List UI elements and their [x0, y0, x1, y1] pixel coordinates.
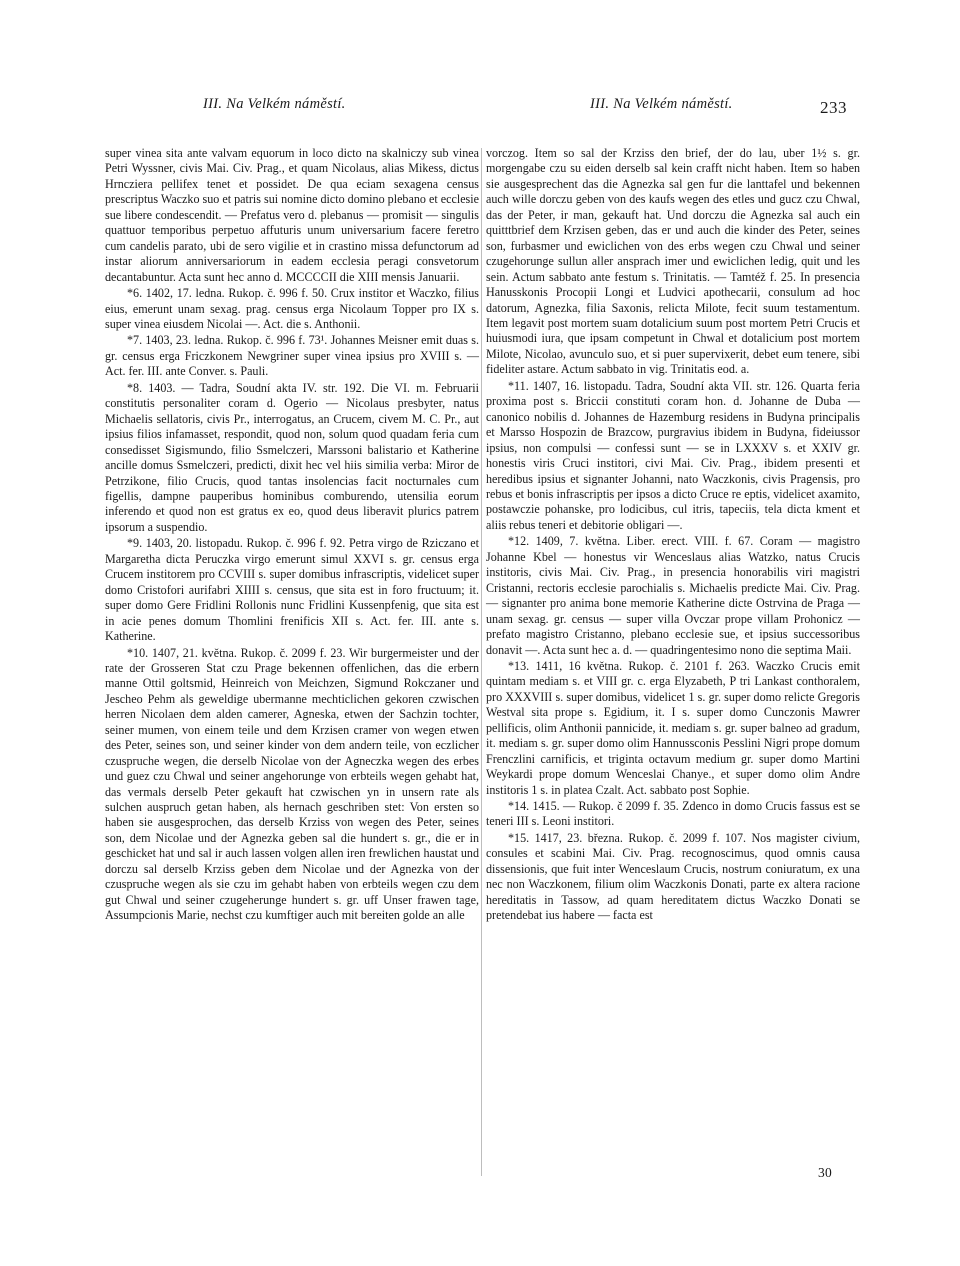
entry-paragraph: *9. 1403, 20. listopadu. Rukop. č. 996 f. 92. Petra virgo de Rziczano et Margaretha dicta Peruczka virgo emerunt simul XXVI s. gr. census erga Crucem institorem pro CCVIII s. super domibus infrascriptis, videlicet super domo Cristofori aurifabri XIIII s. census, que sita est in foro fructuum; it. super domo Gere Fridlini Rollonis nunc Fridlini Kussenpfenig, que sita est in acie penes domum Thomlini frenificis XII s. Act. fer. III. ante s. Katherine. [105, 536, 479, 644]
entry-paragraph: *8. 1403. — Tadra, Soudní akta IV. str. 192. Die VI. m. Februarii constitutis personaliter coram d. Ogerio — Nicolaus presbyter, natus Michaelis sellatoris, civis Pr., interrogatus, an Crucem, civem M. C. Pr., aut ipsius filios infamasset, respondit, quod non, solum quod quadam feria cum consedisset Sigismundo, filio Ssmelczeri, Marssoni balistario et Katherine ancille domus Ssmelczeri, predicti, dixit hec vel hiis similia verba: Miror de Petrzikone, filio Crucis, quod tantas insolencias facit nocturnales cum figellis, dampne pauperibus hominibus comburendo, utensilia eorum inferendo et quod non est gratus ex eo, quod deus liberavit plurics patrem ipsorum a suspendio. [105, 380, 479, 534]
text-paragraph: super vinea sita ante valvam equorum in loco dicto na skalniczy sub vinea Petri Wyssner, civis Mai. Civ. Prag., et quam Nicolaus, alias Mikess, dictus Hrncziera pellifex tenet et possidet. De qua eciam sexagena census prescriptus Waczko suo et patris sui nomine dicto domino plebano et ecclesie sue libere condescendit. — Prefatus vero d. plebanus — promisit — singulis quattuor temporibus perpetuo affuturis unum universarium facere feretro cum candelis parato, ubi de sero vigilie et in crastino missa defunctorum ad instar aliorum anniversariorum in eadem ecclesia peragi consvetorum decantabuntur. Acta sunt hec anno d. MCCCCII die XIII mensis Januarii. [105, 146, 479, 284]
entry-paragraph: *13. 1411, 16 května. Rukop. č. 2101 f. 263. Waczko Crucis emit quintam mediam s. et VIII gr. c. erga Elyzabeth, P tri Lankast conthoralem, pro XXXVIII s. super domibus, videlicet 1 s. gr. super domo relicte Gregoris Westval sita prope s. Egidium, it. I s. super domo Cunczonis Mawrer pellificis, olim Anthonii pannicide, it. mediam s. gr. super balneo ad gradum, it. mediam s. gr. super domo olim Hannussconis Pesslini Nigri prope domum Frenczlini carnificis, et triginta octavum medium gr. super domo Martini Weykardi prope domum Wenceslai Chanye., et super domo olim Andre institoris 1 s. in platea Czalt. Act. sabbato post Sophie. [486, 658, 860, 797]
column-divider [481, 148, 482, 1176]
entry-paragraph: *10. 1407, 21. května. Rukop. č. 2099 f. 23. Wir burgermeister und der rate der Grosseren Stat czu Prage bekennen offenlichen, das die erbern manne Ottil goltsmid, Heinreich von Meichzen, Sigmund Rokczaner und Jescheo Pehm als geweldige ubermanne mechticlichen gekoren czwischen herren Nicolaen dem alden camerer, Agneska, etwen der Sachzin tochter, seiner mumen, von einem teile und dem Krzisen cramer von wegen etwen des Peter, seines son, und seiner kinder von dem andern teile, von eczlicher czuspruche wegen, die derselb Nicolae von der Agneczka wegen des erbes und guez czu Chwal und seiner angehorunge von erbteils wegen gehabt hat, das vermals derselb Peter gekauft hat czwischen yn in unsern rate als sulchen auspruch getan haben, als hernach geschriben stet: Von ersten so haben sie ausgesprochen, das derselb Krziss von wegen des Peter, seines son, dem Nicolae und der Agnezka geben sal die hundert s. gr., die er in geschicket hat und sal ir auch lassen volgen allen iren frewlichen haustat und dorczu sal derselb Krziss geben dem Nicolae und der Agnezka von der czuspruche wegen als sie czu im gehabt haben von erbteils wegen czu dem gut Chwal und seiner czugeherunge hundert s. gr. uff Unser frawen tage, Assumpcionis Marie, nechst czu kumftiger auch mit bereiten golde an alle [105, 645, 479, 923]
text-paragraph: vorczog. Item so sal der Krziss den brief, der do lau, uber 1½ s. gr. morgengabe czu su eiden derselb sal kein crafft nicht haben. Item so haben sie ausgesprechent das die Agnezka sal gen fur die lanttafel und bekennen auch wille dorczu geben von des kaufs wegen des etles und gucz czu Chwal, das der Peter, ir man, gekauft hat. Und dorczu die Agnezka sal auch ein quitttbrief dem Krzisen geben, das er und auch die kinder des Peter, seines son, furbasmer und ewiclichen von des erbs wegen czu Chwal und seiner czugehorunge sullun aller ansprach imer und ewiclichen ledig, quit und les sein. Actum sabbato ante festum s. Trinitatis. — Tamtéž f. 25. In presencia Hanusskonis Procopii Longi et Ludvici apothecarii, consulum ad hoc datorum, Agnezka, filia Saxonis, relicta Milote, fecit suum testamentum. Item legavit post mortem suam dotalicium suum post mortem Petri Crucis et huiusmodi iura, que ipsam competunt in Chwal et dotalicium post mortem Milote, Nicolao, avunculo suo, et si puer supervixerit, debet eum tenere, sibi fideliter astare. Actum sabbato in vig. Trinitatis eod. a. [486, 146, 860, 377]
entry-paragraph: *15. 1417, 23. března. Rukop. č. 2099 f. 107. Nos magister civium, consules et scabini Mai. Civ. Prag. recognoscimus, quod omnis causa dissensionis, que fuit inter Wenceslaum Crucis, nostrum coniuratum, ex una nec non Waczkonem, filium olim Waczkonis Donati, parte ex altera racione hereditatis in Tassow, ad quam hereditatem dictus Waczko Donati se pretendebat ius habere — facta est [486, 830, 860, 923]
entry-paragraph: *12. 1409, 7. května. Liber. erect. VIII. f. 67. Coram — magistro Johanne Kbel — honestus vir Wenceslaus alias Watzko, natus Crucis institoris, civis Mai. Civ. Prag., in presencia honorabilis viri magistri Cristanni, rectoris ecclesie parochialis s. Michaelis predicte Mai. Civ. Prag. — signanter pro anima bone memorie Katherine dicte Ostrvina de Praga — unam sexag. gr. census — super villa Ovczar prope villam Prohonicz — prefato magistro Cristanno, plebano ecclesie sue, et ipsius successoribus donavit —. Acta sunt hec a. d. — quadringentesimo nono die septima Maii. [486, 534, 860, 657]
right-column [486, 146, 860, 924]
entry-paragraph: *7. 1403, 23. ledna. Rukop. č. 996 f. 73¹. Johannes Meisner emit duas s. gr. census erga Friczkonem Newgriner super vinea ipsius pro XVIII s. — Act. fer. III. ante Conver. s. Pauli. [105, 333, 479, 379]
entry-paragraph: *14. 1415. — Rukop. č 2099 f. 35. Zdenco in domo Crucis fassus est se teneri III s. Leoni institori. [486, 799, 860, 829]
left-column [105, 146, 479, 924]
entry-paragraph: *11. 1407, 16. listopadu. Tadra, Soudní akta VII. str. 126. Quarta feria proxima post s. Briccii constituti coram hon. d. Johanne de Duba — canonico nobilis d. Johannes de Hazemburg residens in Budyna principalis et Marsso Hospozin de Brazcow, purgravius ibidem in Budyna, fideiussor ipsius, non compulsi — confessi sunt — se in LXXXV s. et XXIV gr. honestis viris Cruci institori, civi Mai. Civ. Prag., ibidem presenti et heredibus ipsius et signanter Johanni, nato Waczkonis, civis Pragensis, pro rebus et bonis infrascriptis per ipsos a dicto Cruce re eptis, videlicet axamito, postawczie pohanske, pro lodicibus, cul itris, tapeciis, tela dicta kment et aliis rebus teneri et debitorie obligari —. [486, 378, 860, 532]
running-header-left: III. Na Velkém náměstí. [203, 96, 346, 112]
entry-paragraph: *6. 1402, 17. ledna. Rukop. č. 996 f. 50. Crux institor et Waczko, filius eius, emerunt unam sexag. prag. census erga Nicolaum Topper pro IX s. super vinea eiusdem Nicolai —. Act. die s. Anthonii. [105, 286, 479, 331]
page-number: 233 [820, 98, 847, 117]
signature-mark: 30 [818, 1165, 833, 1180]
running-header-right: III. Na Velkém náměstí. [590, 96, 733, 112]
